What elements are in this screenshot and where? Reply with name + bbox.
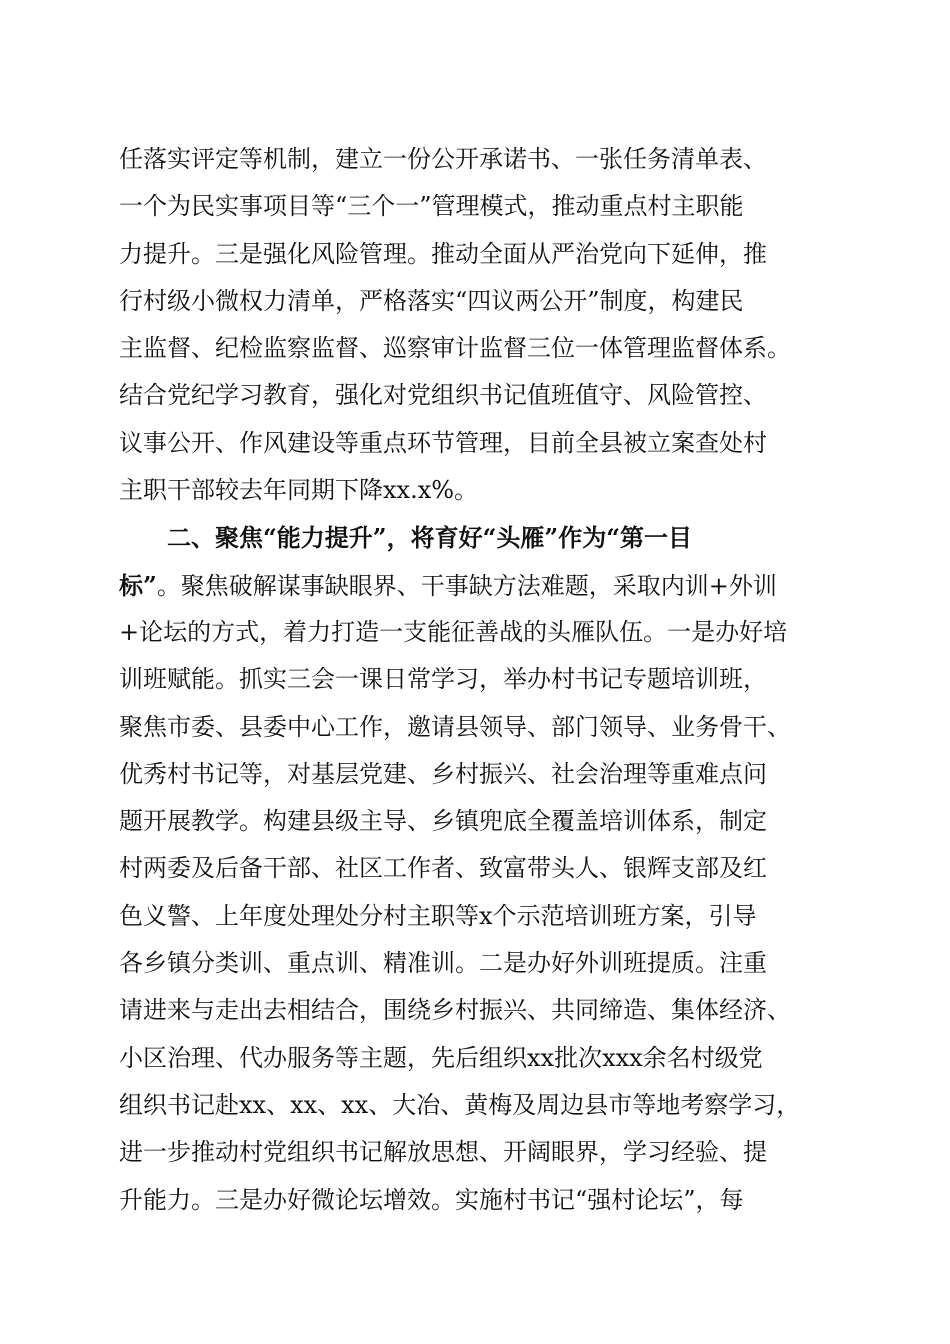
paragraph-line: 力提升。三是强化风险管理。推动全面从严治党向下延伸，推 — [119, 239, 767, 268]
paragraph-line: 主职干部较去年同期下降xx.x%。 — [119, 476, 479, 505]
paragraph-line: 议事公开、作风建设等重点环节管理，目前全县被立案查处村 — [119, 428, 767, 457]
paragraph-line: 结合党纪学习教育，强化对党组织书记值班值守、风险管控、 — [119, 381, 767, 410]
paragraph-line: 进一步推动村党组织书记解放思想、开阔眼界，学习经验、提 — [119, 1138, 767, 1167]
paragraph-line: 组织书记赴xx、xx、xx、大冶、黄梅及周边县市等地考察学习， — [119, 1090, 801, 1119]
paragraph-line: 任落实评定等机制，建立一份公开承诺书、一张任务清单表、 — [119, 145, 767, 173]
section-heading-continuation — [119, 562, 835, 609]
paragraph-line: 主监督、纪检监察监督、巡察审计监督三位一体管理监督体系。 — [119, 334, 791, 363]
paragraph-line: 小区治理、代办服务等主题，先后组织xx批次xxx余名村级党 — [119, 1043, 763, 1072]
paragraph-line: +论坛的方式，着力打造一支能征善战的头雁队伍。一是办好培 — [119, 617, 788, 646]
paragraph-line: 各乡镇分类训、重点训、精准训。二是办好外训班提质。注重 — [119, 949, 767, 978]
section-heading: 二、聚焦“能力提升”，将育好“头雁”作为“第一目 — [167, 523, 693, 553]
paragraph-line: 题开展教学。构建县级主导、乡镇兜底全覆盖培训体系，制定 — [119, 807, 767, 836]
paragraph-line: 一个为民实事项目等“三个一”管理模式，推动重点村主职能 — [119, 192, 744, 221]
paragraph-line: 训班赋能。抓实三会一课日常学习，举办村书记专题培训班， — [119, 665, 767, 694]
section-heading-end: 标” — [119, 570, 157, 600]
paragraph-line: 色义警、上年度处理处分村主职等x个示范培训班方案，引导 — [119, 901, 757, 930]
paragraph-line: 。聚焦破解谋事缺眼界、干事缺方法难题，采取内训+外训 — [156, 571, 777, 600]
paragraph-line: 聚焦市委、县委中心工作，邀请县领导、部门领导、业务骨干、 — [119, 712, 791, 741]
paragraph-line: 请进来与走出去相结合，围绕乡村振兴、共同缔造、集体经济、 — [119, 996, 791, 1025]
paragraph-line: 升能力。三是办好微论坛增效。实施村书记“强村论坛”，每 — [119, 1185, 744, 1214]
paragraph-line: 行村级小微权力清单，严格落实“四议两公开”制度，构建民 — [119, 286, 744, 315]
body-text — [119, 136, 835, 1224]
paragraph-line: 村两委及后备干部、社区工作者、致富带头人、银辉支部及红 — [119, 854, 767, 883]
paragraph-line: 优秀村书记等，对基层党建、乡村振兴、社会治理等重难点问 — [119, 759, 767, 788]
